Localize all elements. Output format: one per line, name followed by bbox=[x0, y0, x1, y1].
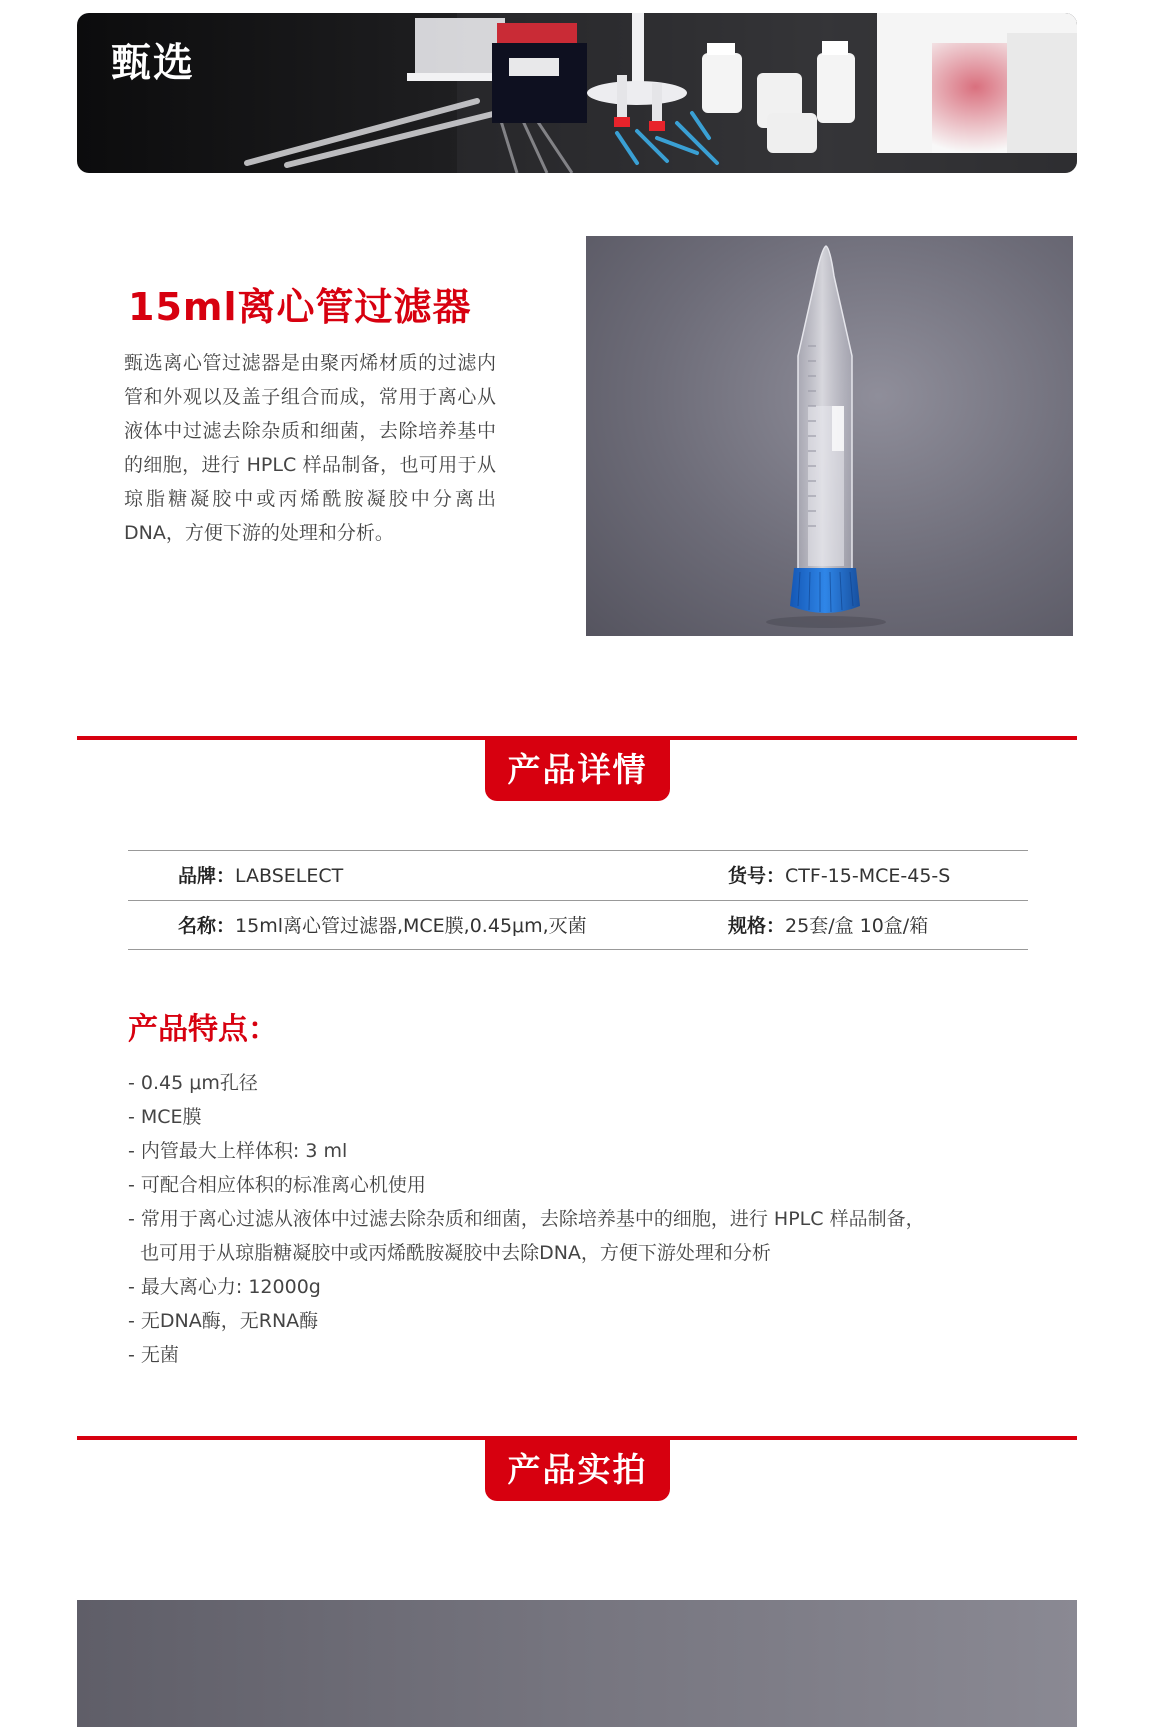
product-title: 15ml离心管过滤器 bbox=[128, 285, 472, 329]
feature-item: - 可配合相应体积的标准离心机使用 bbox=[128, 1174, 426, 1196]
feature-item: - 内管最大上样体积: 3 ml bbox=[128, 1140, 348, 1162]
feature-item: 也可用于从琼脂糖凝胶中或丙烯酰胺凝胶中去除DNA，方便下游处理和分析 bbox=[128, 1242, 771, 1264]
info-cell-name bbox=[178, 901, 587, 951]
brand-logo-text: 甄选 bbox=[111, 40, 195, 86]
top-banner bbox=[77, 13, 1077, 173]
info-row bbox=[128, 850, 1028, 900]
info-cell-sku bbox=[728, 851, 950, 901]
lab-products-illustration bbox=[77, 13, 1077, 173]
info-value: LABSELECT bbox=[235, 865, 344, 887]
info-key: 名称： bbox=[178, 915, 236, 937]
info-value: CTF-15-MCE-45-S bbox=[785, 865, 951, 887]
product-photo-bottom bbox=[77, 1600, 1077, 1727]
feature-item: - MCE膜 bbox=[128, 1106, 202, 1128]
info-value: 15ml离心管过滤器,MCE膜,0.45μm,灭菌 bbox=[235, 915, 587, 937]
feature-item: - 无菌 bbox=[128, 1344, 179, 1366]
section-header-details bbox=[77, 736, 1077, 806]
info-key: 规格： bbox=[728, 915, 786, 937]
section-tab-details: 产品详情 bbox=[485, 738, 670, 801]
feature-item: - 0.45 μm孔径 bbox=[128, 1072, 258, 1094]
feature-item: - 最大离心力: 12000g bbox=[128, 1276, 321, 1298]
info-key: 货号： bbox=[728, 865, 786, 887]
info-row bbox=[128, 900, 1028, 950]
info-value: 25套/盒 10盒/箱 bbox=[785, 915, 929, 937]
product-photo bbox=[586, 236, 1073, 636]
product-description: 甄选离心管过滤器是由聚丙烯材质的过滤内管和外观以及盖子组合而成，常用于离心从液体中过滤去除杂质和细菌，去除培养基中的细胞，进行 HPLC 样品制备，也可用于从琼脂糖凝胶中或丙烯酰胺凝胶中分离出DNA，方便下游的处理和分析。 bbox=[124, 352, 496, 544]
section-tab-photos: 产品实拍 bbox=[485, 1438, 670, 1501]
section-header-photos bbox=[77, 1436, 1077, 1506]
info-key: 品牌： bbox=[178, 865, 236, 887]
centrifuge-tube-illustration bbox=[586, 236, 1073, 636]
features-list bbox=[128, 1066, 1028, 1372]
feature-item: - 无DNA酶，无RNA酶 bbox=[128, 1310, 319, 1332]
feature-item: - 常用于离心过滤从液体中过滤去除杂质和细菌，去除培养基中的细胞，进行 HPLC 样品制备， bbox=[128, 1208, 925, 1230]
info-cell-brand bbox=[178, 851, 343, 901]
info-cell-spec bbox=[728, 901, 928, 951]
features-title: 产品特点： bbox=[128, 1012, 278, 1047]
product-info-table bbox=[128, 850, 1028, 950]
